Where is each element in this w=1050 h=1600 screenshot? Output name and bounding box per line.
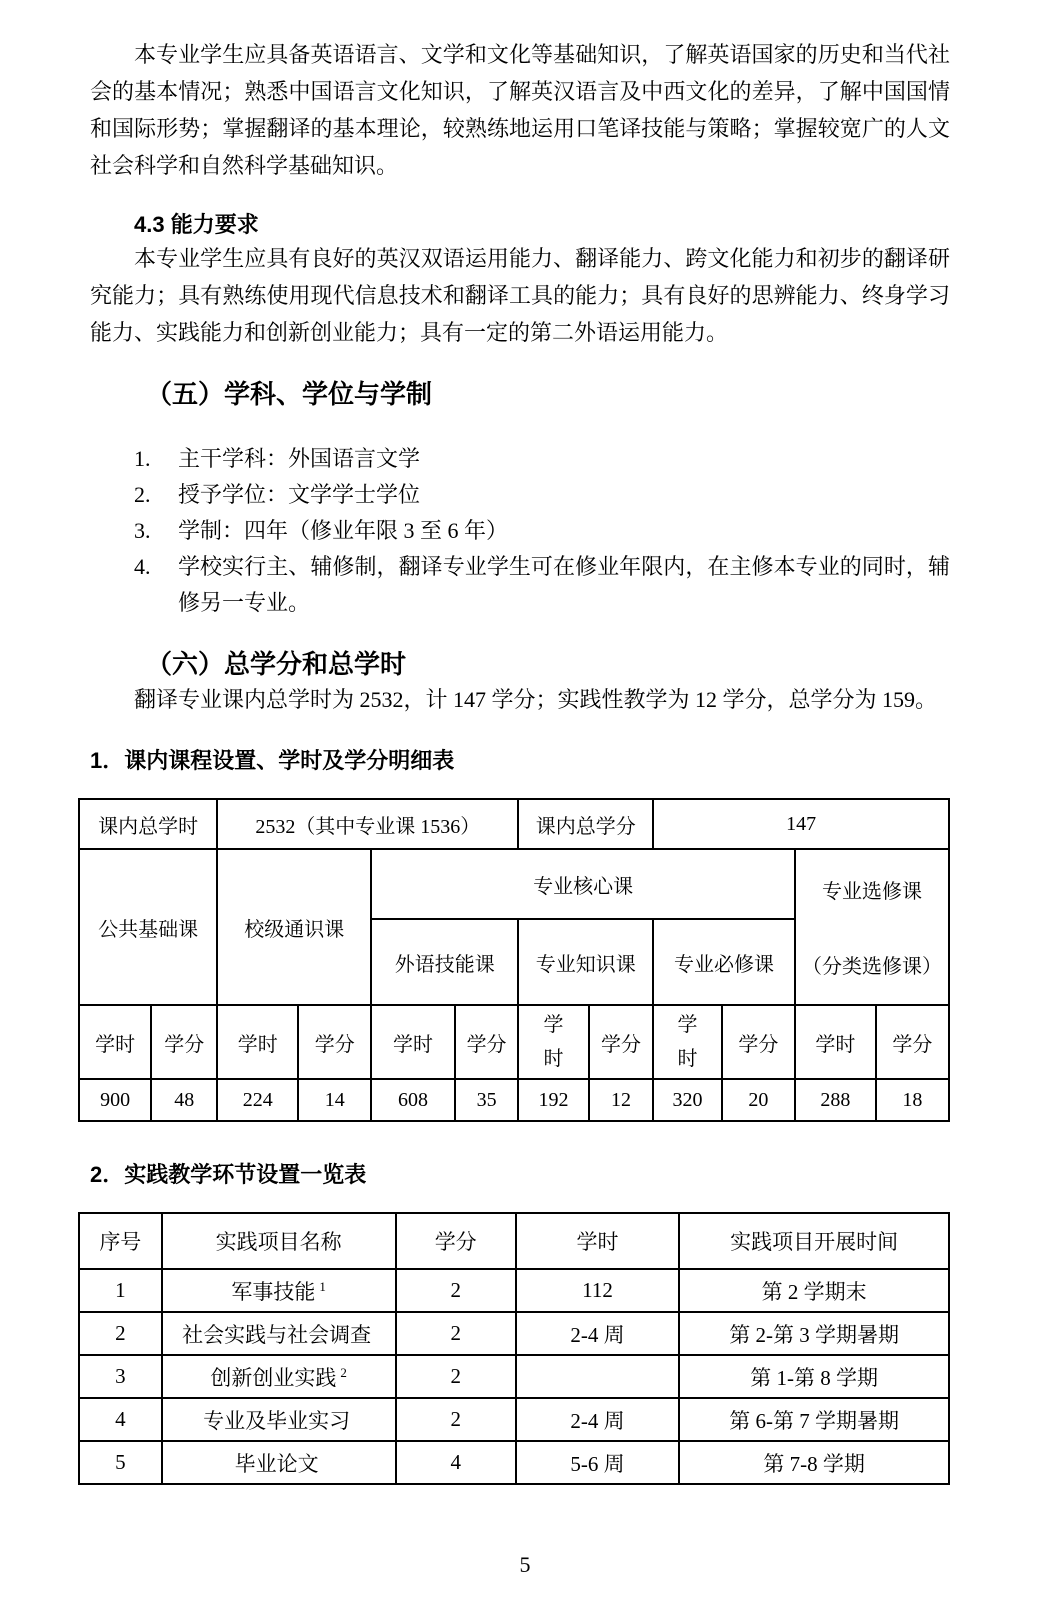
value-cell: 192 <box>518 1079 588 1121</box>
row-hours-cell: 2-4 周 <box>516 1398 680 1441</box>
list-item <box>134 513 950 549</box>
curriculum-hours-credits-table <box>78 798 950 1122</box>
hours-header-stacked: 学时 <box>677 1014 698 1070</box>
total-credits-label-cell: 课内总学分 <box>518 799 653 849</box>
row-time-cell: 第 2 学期末 <box>679 1269 949 1312</box>
project-name: 专业及毕业实习 <box>203 1408 351 1433</box>
row-credits-cell: 2 <box>396 1312 516 1355</box>
list-item-number: 4. <box>134 554 151 579</box>
header-name-cell: 实践项目名称 <box>162 1213 396 1269</box>
subgroup-required-cell: 专业必修课 <box>653 919 795 1005</box>
table-header-row <box>79 1213 949 1269</box>
row-credits-cell: 2 <box>396 1398 516 1441</box>
list-item <box>134 441 950 477</box>
list-item-number: 2. <box>134 482 151 507</box>
hours-header-cell <box>653 1005 722 1079</box>
row-time-cell: 第 2-第 3 学期暑期 <box>679 1312 949 1355</box>
row-time-cell: 第 7-8 学期 <box>679 1441 949 1484</box>
hours-header-cell <box>518 1005 588 1079</box>
credits-header-cell: 学分 <box>876 1005 949 1079</box>
list-item <box>134 477 950 513</box>
row-credits-cell: 4 <box>396 1441 516 1484</box>
project-name: 创新创业实践 <box>210 1365 337 1390</box>
intro-paragraph: 本专业学生应具备英语语言、文学和文化等基础知识，了解英语国家的历史和当代社会的基本情况；熟悉中国语言文化知识，了解英汉语言及中西文化的差异，了解中国国情和国际形势；掌握翻译的基本理论，较熟练地运用口笔译技能与策略；掌握较宽广的人文社会科学和自然科学基础知识。 <box>90 42 950 178</box>
list-item <box>134 549 950 621</box>
practice-teaching-table <box>78 1212 950 1485</box>
table-row <box>79 1079 949 1121</box>
row-no-cell: 4 <box>79 1398 162 1441</box>
section-6-heading: （六）总学分和总学时 <box>146 649 407 679</box>
group-elective-label: 专业选修课 <box>821 881 922 903</box>
list-item-text: 授予学位：文学学士学位 <box>178 482 421 507</box>
project-name: 社会实践与社会调查 <box>182 1322 372 1347</box>
header-time-cell: 实践项目开展时间 <box>679 1213 949 1269</box>
row-name-cell <box>162 1312 396 1355</box>
row-name-cell <box>162 1398 396 1441</box>
row-no-cell: 5 <box>79 1441 162 1484</box>
header-credits-cell: 学分 <box>396 1213 516 1269</box>
table-row <box>79 1312 949 1355</box>
hours-header-stacked: 学时 <box>543 1014 564 1070</box>
value-cell: 320 <box>653 1079 722 1121</box>
table-row <box>79 1269 949 1312</box>
row-hours-cell <box>516 1355 680 1398</box>
section-4-3-heading: 4.3 能力要求 <box>134 212 259 237</box>
value-cell: 608 <box>371 1079 455 1121</box>
header-no-cell: 序号 <box>79 1213 162 1269</box>
value-cell: 48 <box>151 1079 217 1121</box>
row-hours-cell: 2-4 周 <box>516 1312 680 1355</box>
subgroup-language-skill-cell: 外语技能课 <box>371 919 518 1005</box>
footnote-marker: 2 <box>340 1364 347 1380</box>
section-4-3-paragraph: 本专业学生应具有良好的英汉双语运用能力、翻译能力、跨文化能力和初步的翻译研究能力；具有熟练使用现代信息技术和翻译工具的能力；具有良好的思辨能力、终身学习能力、实践能力和创新创业能力；具有一定的第二外语运用能力。 <box>90 246 950 345</box>
total-hours-value-cell: 2532（其中专业课 1536） <box>217 799 518 849</box>
hours-header-cell: 学时 <box>217 1005 298 1079</box>
credits-header-cell: 学分 <box>455 1005 519 1079</box>
value-cell: 18 <box>876 1079 949 1121</box>
header-hours-cell: 学时 <box>516 1213 680 1269</box>
row-name-cell <box>162 1441 396 1484</box>
table-row <box>79 1355 949 1398</box>
total-hours-label-cell: 课内总学时 <box>79 799 217 849</box>
footnote-marker: 1 <box>319 1278 326 1294</box>
section-5-list <box>134 441 950 621</box>
value-cell: 900 <box>79 1079 151 1121</box>
subgroup-knowledge-cell: 专业知识课 <box>518 919 653 1005</box>
table2-title: 2．实践教学环节设置一览表 <box>90 1162 367 1187</box>
list-item-text: 学校实行主、辅修制，翻译专业学生可在修业年限内，在主修本专业的同时，辅修另一专业。 <box>178 554 950 615</box>
table-row <box>79 1398 949 1441</box>
row-credits-cell: 2 <box>396 1355 516 1398</box>
list-item-text: 主干学科：外国语言文学 <box>178 446 421 471</box>
row-hours-cell: 5-6 周 <box>516 1441 680 1484</box>
group-general-education-cell: 校级通识课 <box>217 849 371 1005</box>
row-no-cell: 3 <box>79 1355 162 1398</box>
row-time-cell: 第 6-第 7 学期暑期 <box>679 1398 949 1441</box>
value-cell: 20 <box>722 1079 795 1121</box>
group-elective-cell <box>795 849 949 1005</box>
project-name: 军事技能 <box>231 1279 316 1304</box>
row-name-cell <box>162 1355 396 1398</box>
credits-header-cell: 学分 <box>722 1005 795 1079</box>
table-row <box>79 1005 949 1079</box>
value-cell: 14 <box>298 1079 371 1121</box>
value-cell: 35 <box>455 1079 519 1121</box>
table1-title: 1．课内课程设置、学时及学分明细表 <box>90 748 455 773</box>
table-row <box>79 1441 949 1484</box>
group-core-cell: 专业核心课 <box>371 849 795 919</box>
list-item-number: 1. <box>134 446 151 471</box>
row-name-cell <box>162 1269 396 1312</box>
row-no-cell: 2 <box>79 1312 162 1355</box>
row-time-cell: 第 1-第 8 学期 <box>679 1355 949 1398</box>
credits-header-cell: 学分 <box>589 1005 653 1079</box>
list-item-text: 学制：四年（修业年限 3 至 6 年） <box>178 518 509 543</box>
list-item-number: 3. <box>134 518 151 543</box>
section-6-paragraph: 翻译专业课内总学时为 2532，计 147 学分；实践性教学为 12 学分，总学分为 159。 <box>134 687 938 712</box>
row-credits-cell: 2 <box>396 1269 516 1312</box>
section-5-heading: （五）学科、学位与学制 <box>146 379 433 409</box>
table-row <box>79 849 949 919</box>
value-cell: 224 <box>217 1079 298 1121</box>
hours-header-cell: 学时 <box>795 1005 876 1079</box>
page-number: 5 <box>519 1552 531 1577</box>
credits-header-cell: 学分 <box>298 1005 371 1079</box>
group-elective-note: （分类选修课） <box>801 956 942 978</box>
total-credits-value-cell: 147 <box>653 799 949 849</box>
credits-header-cell: 学分 <box>151 1005 217 1079</box>
row-no-cell: 1 <box>79 1269 162 1312</box>
project-name: 毕业论文 <box>234 1451 319 1476</box>
group-public-basic-cell: 公共基础课 <box>79 849 217 1005</box>
value-cell: 288 <box>795 1079 876 1121</box>
table-row <box>79 799 949 849</box>
value-cell: 12 <box>589 1079 653 1121</box>
hours-header-cell: 学时 <box>79 1005 151 1079</box>
hours-header-cell: 学时 <box>371 1005 455 1079</box>
row-hours-cell: 112 <box>516 1269 680 1312</box>
